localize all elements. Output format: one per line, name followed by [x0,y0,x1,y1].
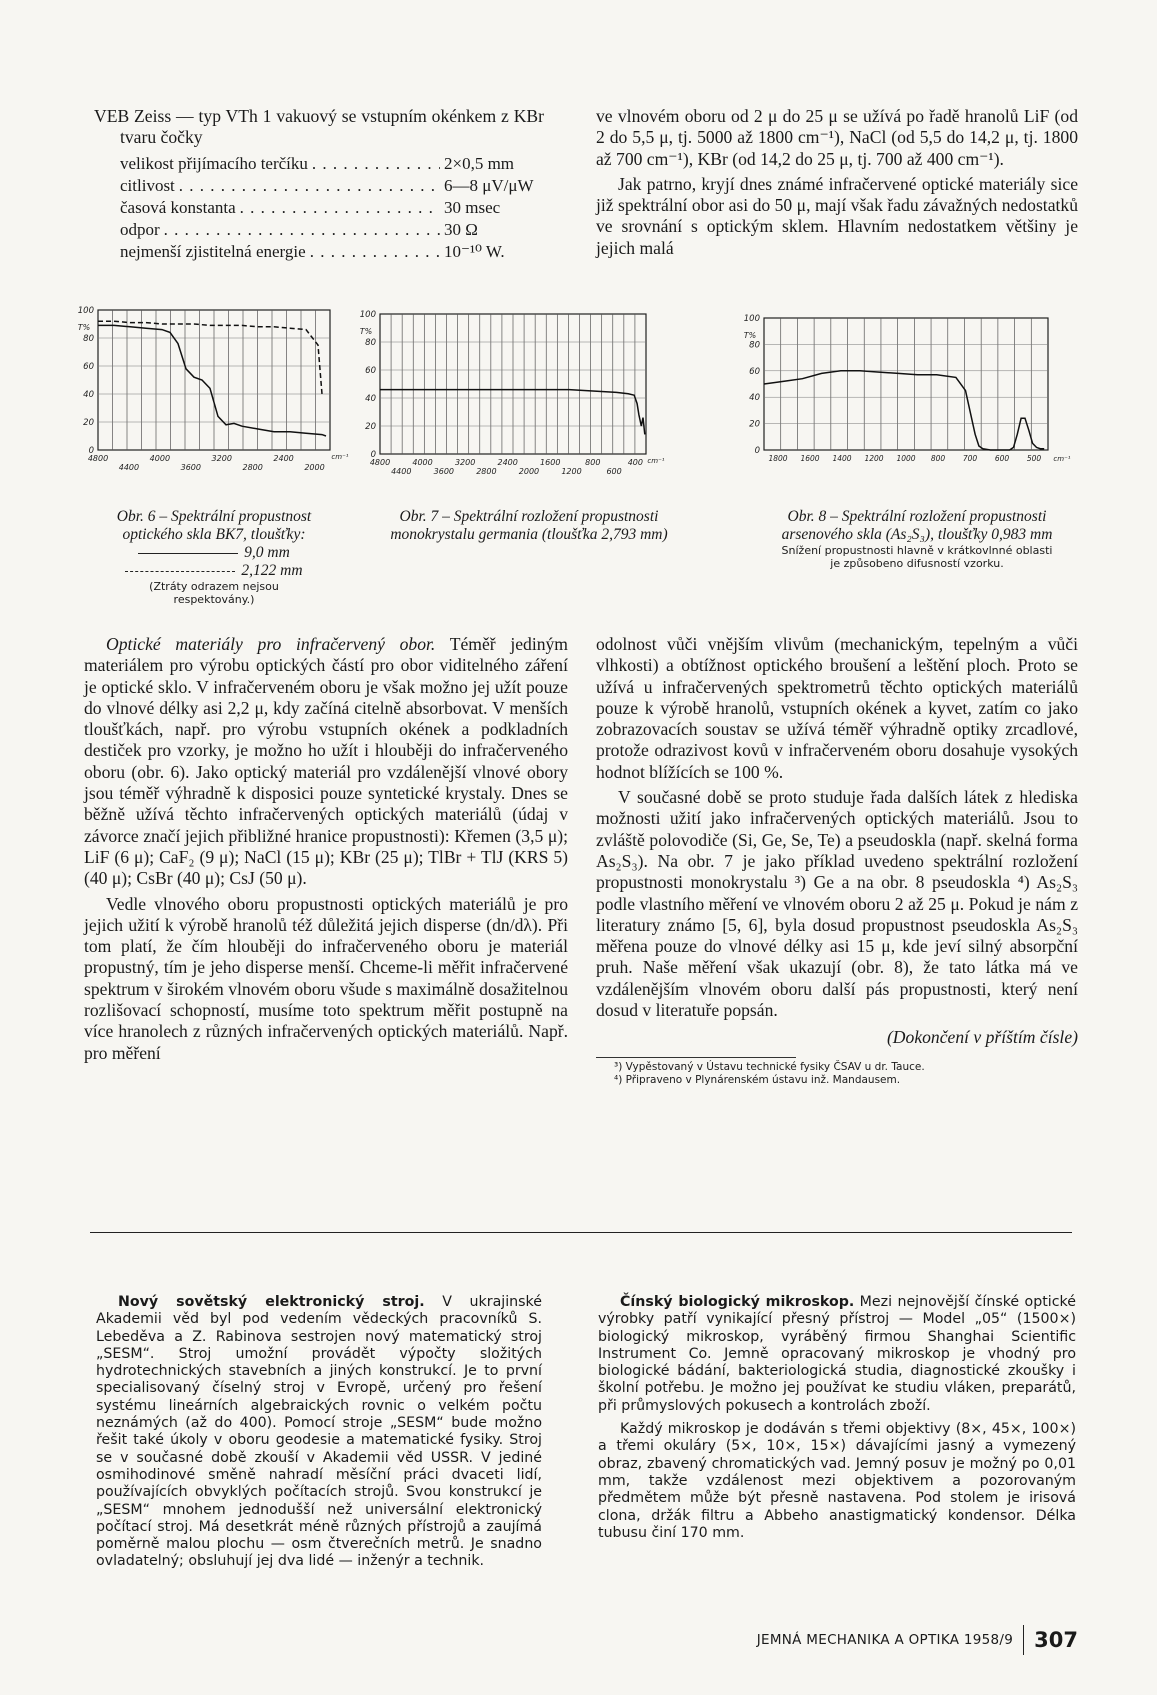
caption-text: Obr. 7 – Spektrální rozložení propustnosti monokrystalu germania (tloušťka 2,793 mm) [390,508,668,543]
news-paragraph: Čínský biologický mikroskop. Mezi nejnovější čínské optické výrobky patří vynikající přesný přístroj — Model „05“ (1500×) biologický mikroskop, vyráběný firmou Shanghai Scientific Instrument Co. Jemně opracovaný mikroskop je vhodný pro biologické bádání, bakteriologická studia, diagnostické zkoušky i školní potřebu. Je možno jej používat ke studiu vláken, preparátů, při průmyslových pokusech a kontrolách zboží. [598,1294,1076,1414]
x-axis-unit: cm⁻¹ [1053,455,1071,463]
caption-note: Snížení propustnosti hlavně v krátkovlnné oblasti je způsobeno difusností vzorku. [781,544,1053,570]
y-tick-label: 0 [754,446,760,456]
y-tick-label: 80 [83,334,94,344]
spec-row: nejmenší zjistitelná energie . . . 10⁻¹⁰ W. [120,241,544,263]
x-tick-label: 1400 [832,454,852,463]
x-tick-label: 800 [930,454,946,463]
x-tick-label: 4800 [87,454,109,463]
paragraph: odolnost vůči vnějším vlivům (mechanickým, tepelným a vůči vlhkosti) a obtížnost optického broušení a leštění ploch. Proto se užívá u infračervených spektrometrů těchto optických materiálů pouze k výrobě hranolů, vstupních okének a kyvet, zatím co jako zobrazovacích soustav se užívá téměř výhradně optiky zrcadlové, protože odrazivost kovů v infračerveném oboru dosahuje vysokých hodnot blížících se 100 %. [596,634,1078,782]
top-right-column [596,106,1078,259]
mid-right-column [596,634,1078,1087]
x-tick-label: 1800 [768,454,788,463]
x-tick-label: 4000 [412,458,433,467]
x-tick-label: 2000 [304,463,325,472]
y-tick-label: 100 [743,314,760,324]
y-tick-label: 0 [370,450,376,460]
news-title: Čínský biologický mikroskop. [620,1294,855,1310]
paragraph: V současné době se proto studuje řada dalších látek z hlediska možnosti užití jako infračervených optických materiálů. Jsou to zvláště polovodiče (Si, Ge, Se, Te) a pseudoskla (např. skelná forma As₂S₃). Na obr. 7 je jako příklad uvedeno spektrální rozložení propustnosti monokrystalu ³) Ge a na obr. 8 pseudoskla ⁴) As₂S₃ podle vlastního měření ve vlnovém oboru 2 až 25 μ. Pokud je nám z literatury známo [5, 6], byla dosud propustnost pseudoskla As₂S₃ měřena pouze do vlnové délky asi 15 μ, kde jeví silný absorpční pruh. Naše měření však ukazují (obr. 8), že tato látka má ve vzdálenějším vlnovém oboru další pás propustnosti, který není dosud v literatuře popsán. [596,787,1078,1021]
figure-6-chart [64,300,380,500]
paragraph: Vedle vlnového oboru propustnosti optických materiálů je pro jejich užití k výrobě hranolů též důležitá jejich disperse (dn/dλ). Při tom platí, že čím hlouběji do infračerveného oboru je materiál propustný, tím je jeho disperse menší. Chceme-li měřit infračervené spektrum v širokém vlnovém oboru všude s maximálně dosažitelnou rozlišovací schopností, musíme toto spektrum měřit postupně na více hranolech z různých infračervených optických materiálů. Např. pro měření [84,893,568,1063]
detector-spec-block [94,106,544,263]
y-tick-label: 20 [749,419,760,430]
caption-text: Obr. 6 – Spektrální propustnost optického skla BK7, tloušťky: [116,508,312,543]
footer-separator [1023,1625,1024,1655]
figure-8-caption [756,508,1078,570]
series-line [380,390,645,435]
legend-line-solid [138,553,238,554]
x-tick-label: 1000 [896,454,916,463]
y-tick-label: 80 [749,340,760,351]
x-tick-label: 1200 [561,467,582,476]
caption-note: (Ztráty odrazem nejsou respektovány.) [149,580,279,606]
y-axis-label: T% [77,323,91,332]
x-tick-label: 2800 [242,463,263,472]
y-tick-label: 60 [749,366,760,377]
y-tick-label: 40 [365,394,376,404]
footnote-rule [596,1057,796,1058]
y-tick-label: 60 [83,362,94,372]
y-tick-label: 80 [365,338,376,348]
section-divider [90,1232,1072,1233]
figure-7-caption [378,508,680,544]
y-tick-label: 20 [365,422,376,432]
y-tick-label: 20 [83,418,94,428]
figure-8-chart [724,304,1092,500]
y-tick-label: 100 [359,310,376,320]
series-line [764,371,1044,450]
section-lead: Optické materiály pro infračervený obor. [106,634,436,654]
x-tick-label: 2000 [518,467,540,476]
x-tick-label: 4400 [118,463,140,472]
news-paragraph: Nový sovětský elektronický stroj. V ukrajinské Akademii věd byl pod vedením vědeckých pracovníků S. Lebeděva a Z. Rabinova sestrojen nový matematický stroj „SESM“. Stroj umožní provádět výpočty složitých hydrotechnických stavebních a jiných konstrukcí. Je to první specialisovaný číselný stroj v Evropě, určený pro řešení systému lineárních algebraických rovnic o velkém počtu neznámých (až do 400). Pomocí stroje „SESM“ bude možno řešit také úkoly v oboru geodesie a matematické fysiky. Stroj se v současné době zkouší v Akademii věd USSR. V jediné osmihodinové směně nahradí měsíční práci dvaceti lidí, používajících obvyklých počítacích strojů. Svou konstrukcí je „SESM“ mnohem jednodušší než universální elektronický počítací stroj. Má desetkrát méně různých přístrojů a zaujímá poměrně malou plochu — osm čtverečních metrů. Je snadno ovladatelný; obsluhují jej dva lidé — inženýr a technik. [96,1294,542,1570]
paragraph: ve vlnovém oboru od 2 μ do 25 μ se užívá po řadě hranolů LiF (od 2 do 5,5 μ, tj. 5000 až 1800 cm⁻¹), NaCl (od 5,5 do 14,2 μ, tj. 1800 až 700 cm⁻¹), KBr (od 14,2 do 25 μ, tj. 700 až 400 cm⁻¹). [596,106,1078,169]
y-tick-label: 60 [365,366,376,376]
spec-row: velikost přijímacího terčíku . . . 2×0,5 mm [120,153,544,175]
legend-entry: 2,122 mm [90,562,338,580]
caption-text: Obr. 8 – Spektrální rozložení propustnosti arsenového skla (As₂S₃), tloušťky 0,983 mm [781,508,1053,543]
x-tick-label: 2800 [476,467,497,476]
y-tick-label: 100 [77,306,94,316]
x-tick-label: 500 [1026,454,1042,463]
x-tick-label: 3600 [433,467,455,476]
x-tick-label: 1200 [864,454,884,463]
footnote: ⁴) Připraveno v Plynárenském ústavu inž. Mandausem. [614,1073,901,1086]
news-right [598,1294,1076,1542]
x-tick-label: 1600 [540,458,561,467]
detector-intro: VEB Zeiss — typ VTh 1 vakuový se vstupním okénkem z KBr tvaru čočky [94,106,544,148]
x-tick-label: 4400 [391,467,412,476]
legend-entry: 9,0 mm [90,544,338,562]
footnote: ³) Vypěstovaný v Ústavu technické fysiky ČSAV u dr. Tauce. [614,1060,925,1073]
x-tick-label: 4000 [149,454,171,463]
news-paragraph: Každý mikroskop je dodáván s třemi objektivy (8×, 45×, 100×) a třemi okuláry (5×, 10×, 15×) dávajícími jasný a vymezený obraz, zbavený chromatických vad. Jemný posuv je možný po 0,01 mm, takže vzdálenost mezi objektivem a pozorovaným předmětem může být přesně nastavena. Pod stolem je irisová clona, držák filtru a Abbeho anastigmatický kondensor. Délka tubusu činí 170 mm. [598,1421,1076,1541]
x-tick-label: 4800 [369,458,391,467]
x-tick-label: 3600 [180,463,201,472]
figure-7-chart [338,302,698,502]
page-footer [660,1620,1078,1660]
plot-frame [764,318,1048,450]
spec-row: citlivost . . . 6—8 μV/μW [120,175,544,197]
x-tick-label: 3200 [211,454,232,463]
continued-note: (Dokončení v příštím čísle) [886,1027,1078,1048]
y-axis-label: T% [359,327,373,336]
y-tick-label: 0 [88,446,94,456]
legend-line-dashed [125,571,235,572]
spec-list [94,153,544,263]
series-line [98,325,326,436]
news-left [96,1294,542,1571]
x-tick-label: 2400 [497,458,518,467]
x-axis-unit: cm⁻¹ [647,457,665,465]
x-tick-label: 1600 [800,454,820,463]
journal-name: JEMNÁ MECHANIKA A OPTIKA 1958/9 [756,1632,1014,1648]
x-tick-label: 600 [606,467,622,476]
series-line-dashed [98,321,322,394]
page-number: 307 [1034,1628,1078,1652]
mid-left-column [84,634,568,1064]
news-title: Nový sovětský elektronický stroj. [118,1294,425,1310]
x-tick-label: 700 [962,454,978,463]
y-tick-label: 40 [83,390,94,400]
paragraph: Jak patrno, kryjí dnes známé infračervené optické materiály sice již spektrální obor asi do 50 μ, mají však řadu závažných nedostatků ve srovnání s optickým sklem. Hlavním nedostatkem většiny je jejich malá [596,173,1078,258]
x-tick-label: 800 [585,458,601,467]
y-tick-label: 40 [749,393,760,404]
x-tick-label: 400 [627,458,644,467]
x-tick-label: 2400 [273,454,294,463]
x-axis-unit: cm⁻¹ [331,453,349,461]
x-tick-label: 600 [994,454,1010,463]
x-tick-label: 3200 [454,458,476,467]
paragraph: Optické materiály pro infračervený obor. Téměř jediným materiálem pro výrobu optických částí pro obor viditelného záření je optické sklo. V infračerveném oboru je však možno jej užít pouze do vlnové délky asi 2,2 μ, kdy začíná citelně absorbovat. V menších tloušťkách, např. pro výrobu vstupních okének a podkladních destiček pro vzorky, je možno ho užít i hlouběji do infračerveného oboru (obr. 6). Jako optický materiál pro vzdálenější vlnové obory jsou téměř výhradně k disposici pouze syntetické krystaly. Dnes se běžně užívá těchto infračervených optických materiálů (údaj v závorce značí jejich přibližné hranice propustnosti): Křemen (3,5 μ); LiF (6 μ); CaF₂ (9 μ); NaCl (15 μ); KBr (25 μ); TlBr + TlJ (KRS 5) (40 μ); CsBr (40 μ); CsJ (50 μ). [84,634,568,889]
spec-row: časová konstanta . . . 30 msec [120,197,544,219]
y-axis-label: T% [743,331,757,340]
spec-row: odpor . . . 30 Ω [120,219,544,241]
figure-6-caption [90,508,338,606]
